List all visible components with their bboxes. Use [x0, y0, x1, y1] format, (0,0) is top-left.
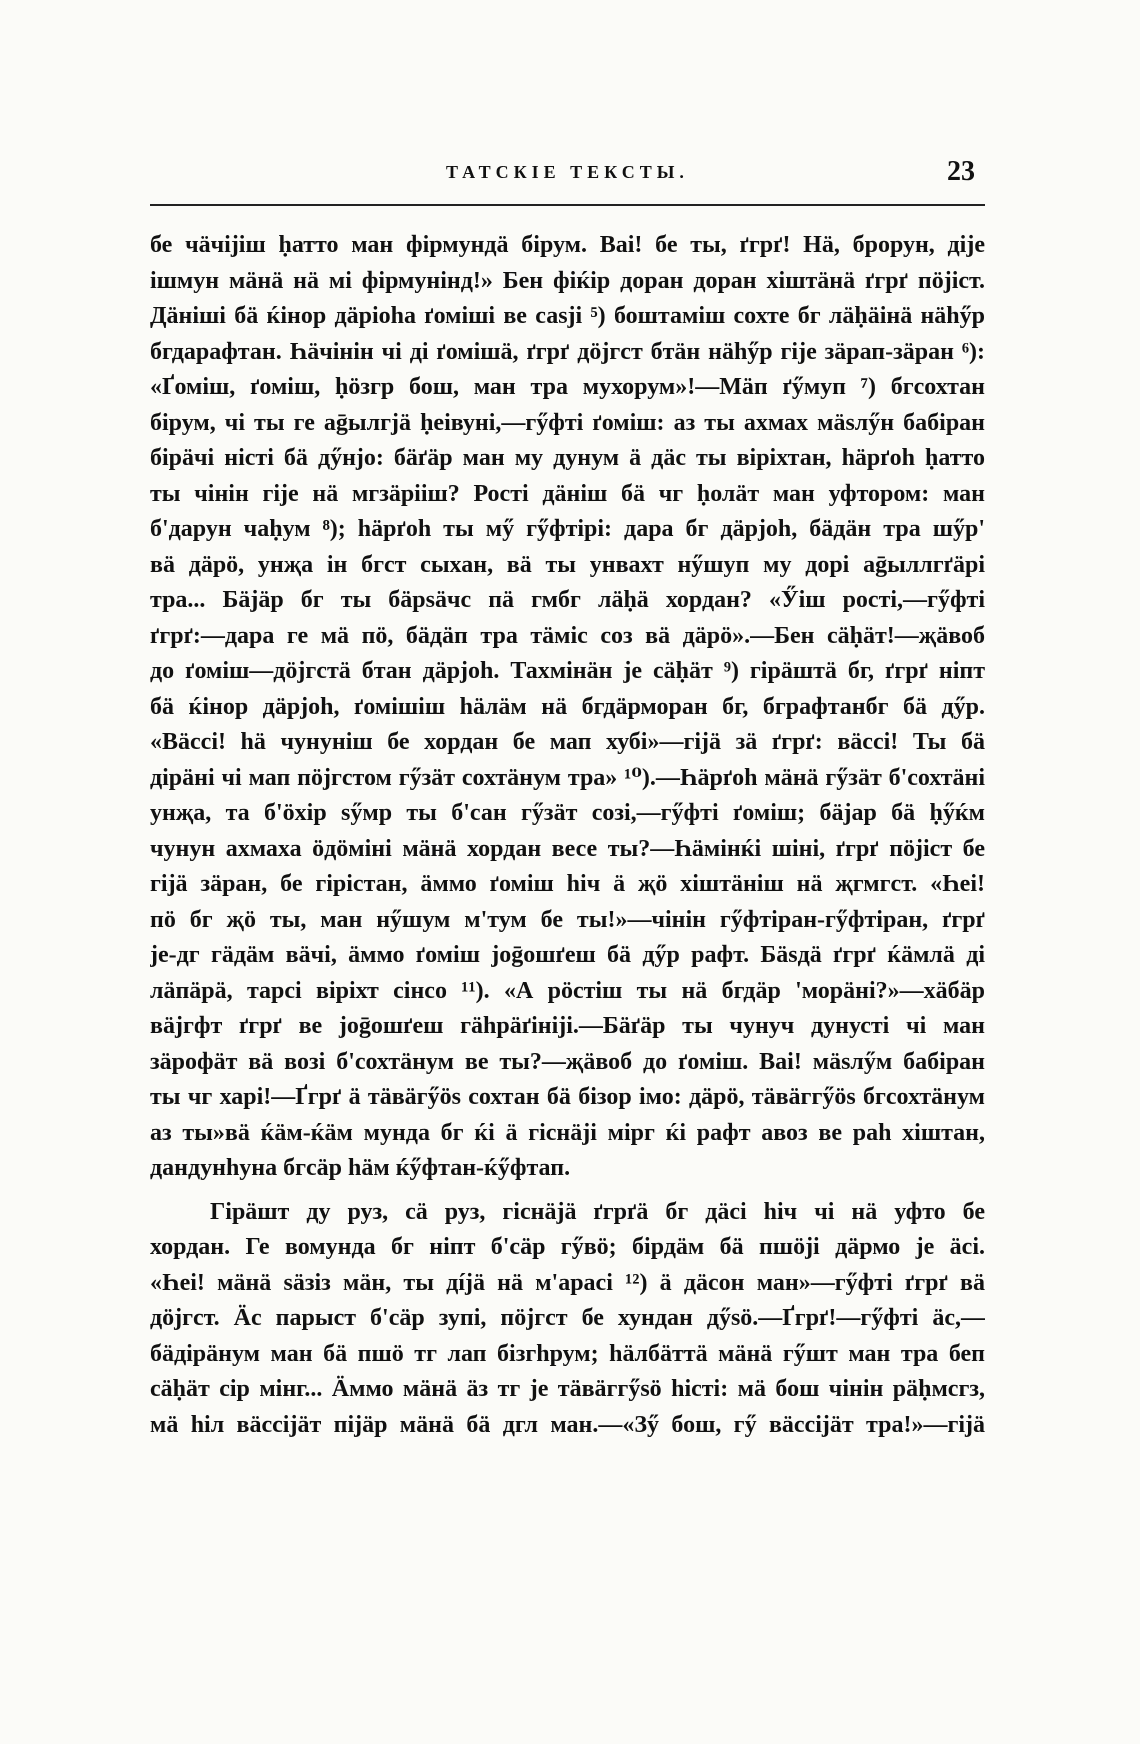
text-line: тра... Бäјäр бг ты бäрѕäчс пä гмбг лäḥä хордан? «Ӳіш рості,—гӳфті [150, 587, 985, 613]
text-line: зäрофäт вä возі б'сохтäнум ве ты?—җäвоб до ґоміш. Ваі! мäѕлӳм бабіран [150, 1048, 985, 1075]
text-line: ґгрґ:—дара ге мä пö, бäдäп тра тäміс соз вä дäрö».—Бен сäḥäт!—җäвоб [150, 622, 985, 649]
text-line: бе чäчіјіш ḥатто ман фірмундä бірум. Ваі! бе ты, ґгрґ! Нä, брорун, діје [150, 232, 985, 258]
text-line: сäḥäт сір мінг... Äммо мäнä äз тг је тäвäггӳѕö һісті: мä бош чінін рäḥмсгз, [150, 1376, 985, 1402]
text-line: бäдірäнум ман бä пшö тг лап бізгһрум; һäлбäттä мäнä гӳшт ман тра беп [150, 1340, 985, 1367]
page-header [150, 156, 985, 206]
paragraph [150, 1195, 985, 1444]
text-line: мä һіл вäссіјäт пijäр мäнä бä дгл ман.—«Зӳ бош, гӳ вäссіјäт тра!»—гіјä [150, 1411, 985, 1438]
text-line: хордан. Ге вомунда бг ніпт б'сäр гӳвö; бірдäм бä пшöјі дäрмо је äсі. [150, 1234, 985, 1260]
text-line: бірäчі ністі бä дӳнјо: бäґäр ман му дунум ä дäс ты віріхтан, һäрґоһ ḥатто [150, 445, 985, 471]
body-text [150, 228, 985, 1443]
text-line: је-дг гäдäм вäчі, äммо ґоміш јоḡошґеш бä дӳр рафт. Бäѕдä ґгрґ ќäмлä ді [150, 942, 985, 968]
text-line: лäпäрä, тарсі віріхт сінсо ¹¹). «А рöстіш ты нä бгдäр 'морäні?»—хäбäр [150, 977, 985, 1004]
text-line: «Вäссі! һä чунуніш бе хордан бе мап хубі»—гіјä зä ґгрґ: вäссі! Ты бä [150, 729, 985, 755]
text-line: б'дарун чаḥум ⁸); һäрґоһ ты мӳ гӳфтірі: дара бг дäрјоһ, бäдäн тра шӳр' [150, 516, 985, 542]
paragraph [150, 228, 985, 1187]
text-line: бгдарафтан. Һäчінін чі ді ґомішä, ґгрґ дöјгст бтäн нäһӳр гіје зäрап-зäран ⁶): [150, 338, 985, 365]
text-line: діpäні чі мап пöјгстом гӳзäт сохтäнум тра» ¹⁰).—Һäрґоһ мäнä гӳзäт б'сохтäні [150, 764, 985, 791]
text-line: аз ты»вä ќäм-ќäм мунда бг ќі ä гіснäјі міpг ќі рафт авоз ве раһ хіштан, [150, 1119, 985, 1146]
text-line: гіјä зäран, бе гірістан, äммо ґоміш һіч ä җö хіштäніш нä җгмгст. «Һеі! [150, 871, 985, 897]
text-line: пö бг җö ты, ман нӳшум м'тум бе ты!»—чінін гӳфтіран-гӳфтіран, ґгрґ [150, 906, 985, 933]
text-line: до ґоміш—дöјгстä бтан дäрјоһ. Тахмінäн је сäḥäт ⁹) гірäштä бг, ґгрґ ніпт [150, 658, 985, 684]
text-line: Гірäшт ду руз, сä руз, гіснäјä ґгрґä бг дäсі һіч чі нä уфто бе [210, 1198, 985, 1225]
running-title: ТАТСКІЕ ТЕКСТЫ. [446, 162, 689, 182]
text-line: вäјгфт ґгрґ ве јоḡошґеш гäһрäґініјі.—Бäґäр ты чунуч дунусті чі ман [150, 1013, 985, 1039]
text-line: ты чінін гіје нä мгзäрііш? Рості дäніш бä чг ḥолäт ман уфтором: ман [150, 480, 985, 507]
paragraph-gap [150, 1187, 985, 1195]
text-line: бä ќінор дäрјоһ, ґомішіш һäлäм нä бгдäрморан бг, бграфтанбг бä дӳр. [150, 693, 985, 720]
text-line: бірум, чі ты ге аḡылгјä ḥеівуні,—гӳфті ґоміш: аз ты ахмах мäѕлӳн бабіран [150, 409, 985, 436]
text-line: ішмун мäнä нä мі фірмунінд!» Бен фіќір доран доран хіштäнä ґгрґ пöјіст. [150, 267, 985, 294]
text-line: унҗа, та б'öхір ѕӳмр ты б'сан гӳзäт созі,—гӳфті ґоміш; бäјар бä ḥӳќм [150, 800, 985, 826]
text-line: вä дäрö, унҗа ін бгст сыхан, вä ты унвахт нӳшуп му дорі аḡыллгґäрі [150, 551, 985, 578]
text-line: чунун ахмаха öдöміні мäнä хордан весе ты?—Һäмінќі шіні, ґгрґ пöјіст бе [150, 835, 985, 862]
text-line: дöјгст. Äс парыст б'сäр зупі, пöјгст бе хундан дӳѕö.—Ґгрґ!—гӳфті äс,— [150, 1305, 985, 1331]
text-line: ты чг харі!—Ґгрґ ä тäвäгӳöѕ сохтан бä бізор імо: дäрö, тäвäггӳöѕ бгсохтäнум [150, 1084, 985, 1110]
page-number: 23 [947, 156, 975, 187]
text-line: дандунһуна бгсäр һäм ќӳфтан-ќӳфтап. [150, 1155, 571, 1181]
text-line: «Ґоміш, ґоміш, ḥöзгр бош, ман тра мухорум»!—Мäп ґӳмуп ⁷) бгсохтан [150, 374, 985, 400]
text-line: Дäніші бä ќінор дäріоһа ґоміші ве саѕјі ⁵) боштаміш сохте бг лäḥäінä нäһӳр [150, 303, 985, 329]
text-line: «Һеі! мäнä ѕäзіз мäн, ты дíјä нä м'арасі ¹²) ä дäсон ман»—гӳфті ґгрґ вä [150, 1269, 985, 1296]
